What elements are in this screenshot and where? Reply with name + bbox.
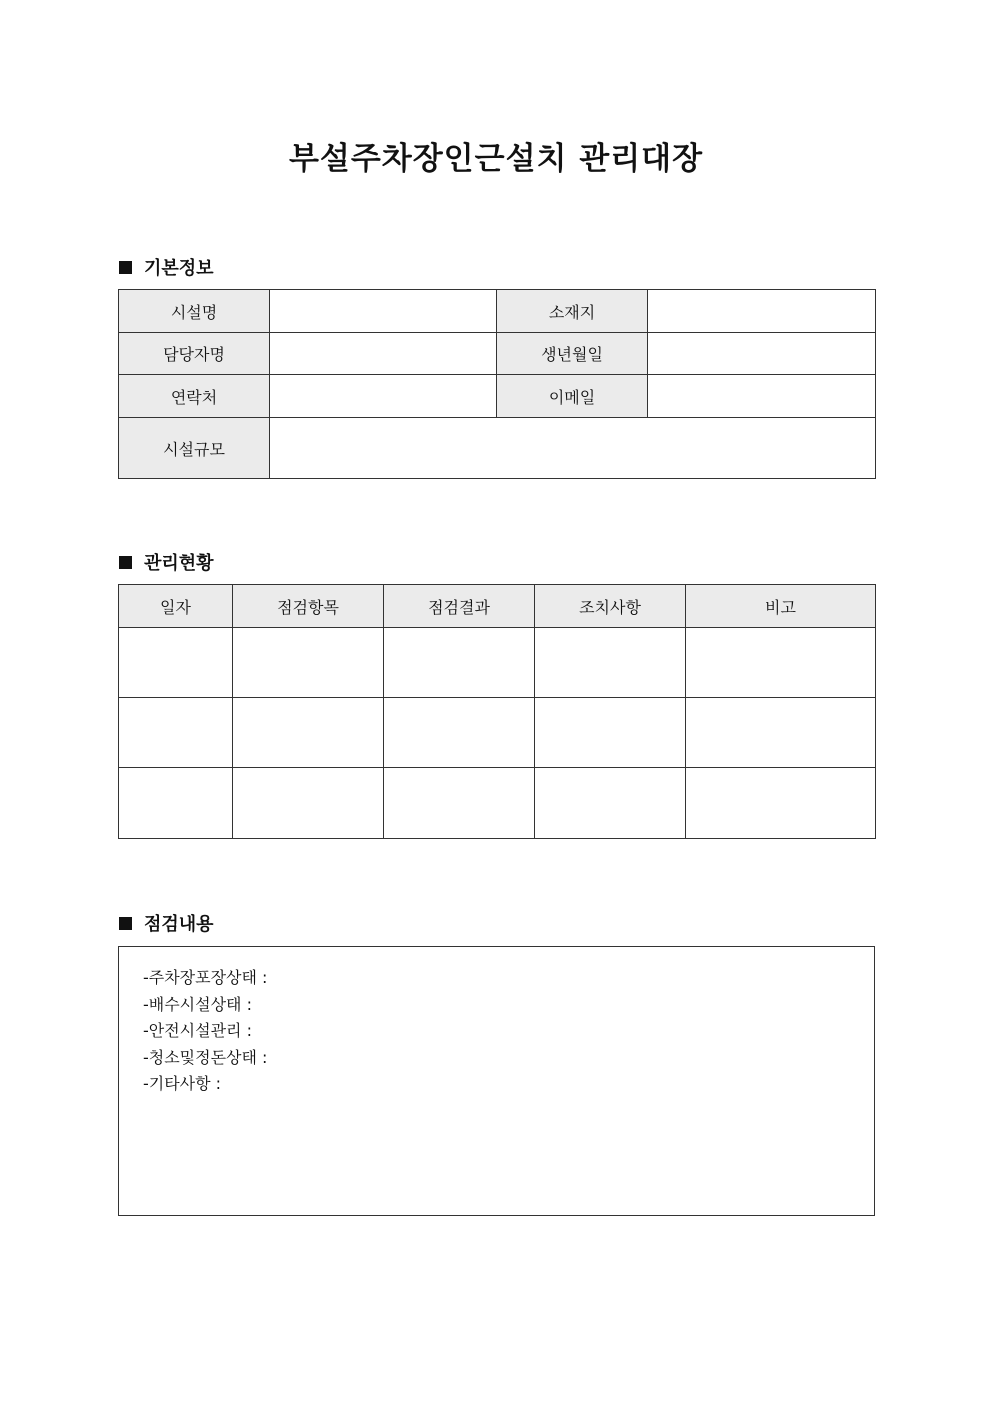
table-row bbox=[119, 418, 876, 479]
cell-inspection-item[interactable] bbox=[233, 628, 384, 698]
cell-remarks[interactable] bbox=[686, 768, 876, 839]
table-row bbox=[119, 290, 876, 333]
cell-action[interactable] bbox=[535, 698, 686, 768]
cell-date[interactable] bbox=[119, 628, 233, 698]
location-label: 소재지 bbox=[497, 290, 648, 333]
table-row bbox=[119, 768, 876, 839]
cell-remarks[interactable] bbox=[686, 698, 876, 768]
square-bullet-icon bbox=[119, 917, 132, 930]
cell-inspection-item[interactable] bbox=[233, 768, 384, 839]
list-item: -배수시설상태 : bbox=[143, 994, 252, 1014]
cell-inspection-result[interactable] bbox=[384, 768, 535, 839]
table-row bbox=[119, 698, 876, 768]
contact-value[interactable] bbox=[270, 375, 497, 418]
list-item: -기타사항 : bbox=[143, 1074, 222, 1093]
inspection-contents-box[interactable] bbox=[118, 946, 875, 1216]
contact-label: 연락처 bbox=[119, 375, 270, 418]
cell-inspection-result[interactable] bbox=[384, 628, 535, 698]
cell-action[interactable] bbox=[535, 628, 686, 698]
facility-scale-value[interactable] bbox=[270, 418, 876, 479]
basic-info-heading bbox=[119, 254, 214, 280]
cell-remarks[interactable] bbox=[686, 628, 876, 698]
email-value[interactable] bbox=[648, 375, 876, 418]
cell-inspection-result[interactable] bbox=[384, 698, 535, 768]
table-row bbox=[119, 375, 876, 418]
manager-name-label: 담당자명 bbox=[119, 333, 270, 375]
management-heading bbox=[119, 549, 214, 575]
inspection-heading-label: 점검내용 bbox=[144, 914, 214, 935]
email-label: 이메일 bbox=[497, 375, 648, 418]
table-row bbox=[119, 628, 876, 698]
table-header-row bbox=[119, 585, 876, 628]
column-header-inspection-item: 점검항목 bbox=[233, 585, 384, 628]
cell-inspection-item[interactable] bbox=[233, 698, 384, 768]
facility-name-label: 시설명 bbox=[119, 290, 270, 333]
list-item: -안전시설관리 : bbox=[143, 1021, 252, 1040]
list-item: -주차장포장상태 : bbox=[143, 968, 268, 987]
list-item: -청소및정돈상태 : bbox=[143, 1047, 268, 1067]
table-row bbox=[119, 333, 876, 375]
location-value[interactable] bbox=[648, 290, 876, 333]
cell-action[interactable] bbox=[535, 768, 686, 839]
facility-scale-label: 시설규모 bbox=[119, 418, 270, 479]
column-header-action: 조치사항 bbox=[535, 585, 686, 628]
column-header-remarks: 비고 bbox=[686, 585, 876, 628]
cell-date[interactable] bbox=[119, 698, 233, 768]
square-bullet-icon bbox=[119, 556, 132, 569]
manager-name-value[interactable] bbox=[270, 333, 497, 375]
column-header-inspection-result: 점검결과 bbox=[384, 585, 535, 628]
square-bullet-icon bbox=[119, 261, 132, 274]
inspection-heading bbox=[119, 910, 214, 936]
cell-date[interactable] bbox=[119, 768, 233, 839]
inspection-item-list bbox=[119, 947, 874, 1098]
management-table bbox=[118, 584, 876, 839]
management-heading-label: 관리현황 bbox=[144, 553, 214, 574]
birthdate-value[interactable] bbox=[648, 333, 876, 375]
column-header-date: 일자 bbox=[119, 585, 233, 628]
facility-name-value[interactable] bbox=[270, 290, 497, 333]
page-title: 부설주차장인근설치 관리대장 bbox=[288, 141, 704, 177]
birthdate-label: 생년월일 bbox=[497, 333, 648, 375]
basic-info-heading-label: 기본정보 bbox=[144, 258, 214, 279]
basic-info-table bbox=[118, 289, 876, 479]
